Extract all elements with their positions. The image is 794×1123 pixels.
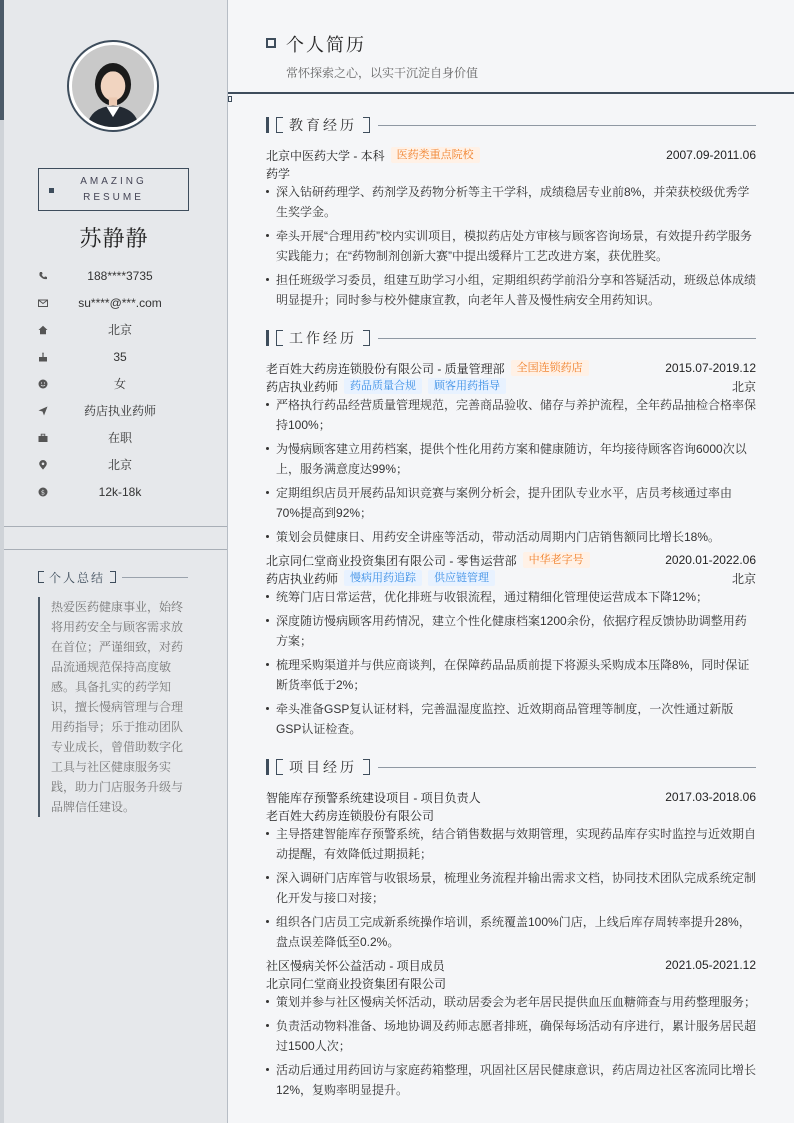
summary-title: 个人总结: [49, 570, 106, 585]
info-status: 在职: [36, 424, 196, 451]
section-title: 项目经历: [289, 759, 357, 775]
skill-tag: 顾客用药指导: [428, 378, 506, 394]
list-item: 策划会员健康日、用药安全讲座等活动，带动活动周期内门店销售额同比增长18%。: [266, 527, 756, 547]
company-tag: 全国连锁药店: [511, 360, 589, 376]
section-title: 工作经历: [289, 330, 357, 346]
section-header: [266, 116, 756, 134]
project-entry: [266, 956, 756, 1100]
list-item: 定期组织店员开展药品知识竞赛与案例分析会，提升团队专业水平，店员考核通过率由70%提高到92%；: [266, 483, 756, 523]
avatar: [67, 40, 159, 132]
list-item: 担任班级学习委员，组建互助学习小组，定期组织药学前沿分享和答疑活动，班级总体成绩明显提升；同时参与校外健康宣教，向老年人普及慢性病安全用药知识。: [266, 270, 756, 310]
info-age: 35: [36, 343, 196, 370]
main-content: [228, 0, 794, 1123]
bracket-right-icon: [363, 759, 370, 775]
page-title: 个人简历: [286, 35, 366, 55]
sidebar: [0, 0, 228, 1123]
section-line: [378, 125, 756, 126]
section-header: [266, 758, 756, 776]
list-item: 负责活动物料准备、场地协调及药师志愿者排班，确保每场活动有序进行，累计服务居民超过1500人次；: [266, 1016, 756, 1056]
section-title: 教育经历: [289, 117, 357, 133]
project-name: 社区慢病关怀公益活动 - 项目成员: [266, 958, 445, 973]
header-divider: [228, 92, 794, 94]
job-city: 北京: [731, 379, 756, 394]
summary-text: 热爱医药健康事业，始终将用药安全与顾客需求放在首位；严谨细致，对药品流通规范保持高度敏感。具备扎实的药学知识，擅长慢病管理与合理用药指导；乐于推动团队专业成长，曾借助数字化工具与社区健康服务实践，助力门店服务升级与品牌信任建设。: [38, 597, 186, 817]
list-item: 严格执行药品经营质量管理规范，完善商品验收、储存与养护流程，全年药品抽检合格率保持100%；: [266, 395, 756, 435]
education-section: [266, 116, 756, 314]
info-phone: 188****3735: [36, 262, 196, 289]
job-city: 北京: [731, 571, 756, 586]
info-salary: $ 12k-18k: [36, 478, 196, 505]
company-tag: 中华老字号: [523, 552, 590, 568]
school-name: 北京中医药大学 - 本科: [266, 148, 385, 163]
company-name: 北京同仁堂商业投资集团有限公司 - 零售运营部: [266, 553, 517, 568]
svg-text:$: $: [40, 487, 46, 496]
smile-icon: [36, 377, 50, 391]
list-item: 组织各门店员工完成新系统操作培训，系统覆盖100%门店，上线后库存周转率提升28%，盘点误差降低至0.2%。: [266, 912, 756, 952]
divider-square-icon: [228, 96, 232, 102]
projects-section: [266, 758, 756, 1104]
list-item: 深入钻研药理学、药剂学及药物分析等主干学科，成绩稳居专业前8%，并荣获校级优秀学生奖学金。: [266, 182, 756, 222]
project-bullets: [266, 992, 756, 1100]
phone-icon: [36, 269, 50, 283]
info-email: su****@***.com: [36, 289, 196, 316]
location-icon: [36, 458, 50, 472]
work-section: [266, 329, 756, 743]
section-line: [378, 338, 756, 339]
list-item: 梳理采购渠道并与供应商谈判，在保障药品品质前提下将源头采购成本压降8%，同时保证断货率低于2%；: [266, 655, 756, 695]
project-bullets: [266, 824, 756, 952]
list-item: 深度随访慢病顾客用药情况，建立个性化健康档案1200余份，依据疗程反馈协助调整用药方案；: [266, 611, 756, 651]
education-entry: [266, 146, 756, 310]
skill-tag: 供应链管理: [428, 570, 495, 586]
info-position: 药店执业药师: [36, 397, 196, 424]
project-org: 北京同仁堂商业投资集团有限公司: [266, 976, 447, 991]
project-entry: [266, 788, 756, 952]
page-subtitle: 常怀探索之心，以实干沉淀自身价值: [286, 66, 479, 80]
section-bar-icon: [266, 759, 269, 775]
job-bullets: [266, 395, 756, 547]
info-gender: 女: [36, 370, 196, 397]
amazing-resume-box: [38, 168, 189, 211]
avatar-photo: [72, 45, 154, 127]
project-org: 老百姓大药房连锁股份有限公司: [266, 808, 435, 823]
section-bar-icon: [266, 330, 269, 346]
section-bar-icon: [266, 117, 269, 133]
bracket-left-icon: [276, 117, 283, 133]
skill-tag: 药品质量合规: [344, 378, 422, 394]
bracket-left-icon: [276, 759, 283, 775]
bracket-right-icon: [363, 330, 370, 346]
project-date: 2021.05-2021.12: [665, 958, 756, 972]
home-icon: [36, 323, 50, 337]
job-role: 药店执业药师: [266, 379, 339, 394]
sidebar-edge-strip: [0, 0, 4, 1123]
sidebar-edge-accent: [0, 0, 4, 120]
school-tag: 医药类重点院校: [391, 147, 480, 163]
cake-icon: [36, 350, 50, 364]
job-role: 药店执业药师: [266, 571, 339, 586]
candidate-name: 苏静静: [79, 226, 149, 251]
amazing-line1: AMAZING: [80, 176, 147, 187]
job-entry: [266, 359, 756, 547]
briefcase-icon: [36, 431, 50, 445]
amazing-square-icon: [49, 188, 54, 193]
info-home: 北京: [36, 316, 196, 343]
list-item: 活动后通过用药回访与家庭药箱整理，巩固社区居民健康意识，药店周边社区客流同比增长12%，复购率明显提升。: [266, 1060, 756, 1100]
list-item: 策划并参与社区慢病关怀活动，联动居委会为老年居民提供血压血糖筛查与用药整理服务；: [266, 992, 756, 1012]
project-date: 2017.03-2018.06: [665, 790, 756, 804]
list-item: 统筹门店日常运营，优化排班与收银流程，通过精细化管理使运营成本下降12%；: [266, 587, 756, 607]
send-icon: [36, 404, 50, 418]
major: 药学: [266, 166, 291, 181]
job-entry: [266, 551, 756, 739]
section-header: [266, 329, 756, 347]
list-item: 牵头准备GSP复认证材料，完善温湿度监控、近效期商品管理等制度，一次性通过新版GSP认证检查。: [266, 699, 756, 739]
bracket-right-icon: [110, 571, 116, 583]
list-item: 主导搭建智能库存预警系统，结合销售数据与效期管理，实现药品库存实时监控与近效期自动提醒，有效降低过期损耗；: [266, 824, 756, 864]
project-name: 智能库存预警系统建设项目 - 项目负责人: [266, 790, 481, 805]
list-item: 为慢病顾客建立用药档案，提供个性化用药方案和健康随访，年均接待顾客咨询6000次以上，服务满意度达99%；: [266, 439, 756, 479]
job-date: 2020.01-2022.06: [665, 553, 756, 567]
company-name: 老百姓大药房连锁股份有限公司 - 质量管理部: [266, 361, 505, 376]
amazing-line2: RESUME: [83, 192, 144, 203]
sidebar-divider: [4, 526, 227, 527]
info-location: 北京: [36, 451, 196, 478]
title-square-icon: [266, 38, 276, 48]
money-icon: [36, 485, 50, 499]
bracket-right-icon: [363, 117, 370, 133]
education-bullets: [266, 182, 756, 310]
summary-header-line: [122, 577, 188, 578]
contact-info-list: [36, 262, 196, 505]
job-date: 2015.07-2019.12: [665, 361, 756, 375]
summary-header: [38, 569, 188, 585]
bracket-left-icon: [276, 330, 283, 346]
section-line: [378, 767, 756, 768]
list-item: 深入调研门店库管与收银场景，梳理业务流程并输出需求文档，协同技术团队完成系统定制化开发与接口对接；: [266, 868, 756, 908]
mail-icon: [36, 296, 50, 310]
list-item: 牵头开展“合理用药”校内实训项目，模拟药店处方审核与顾客咨询场景，有效提升药学服务实践能力；在“药物制剂创新大赛”中提出缓释片工艺改进方案，获优胜奖。: [266, 226, 756, 266]
job-bullets: [266, 587, 756, 739]
skill-tag: 慢病用药追踪: [344, 570, 422, 586]
sidebar-divider: [4, 549, 227, 550]
education-date: 2007.09-2011.06: [666, 148, 756, 162]
